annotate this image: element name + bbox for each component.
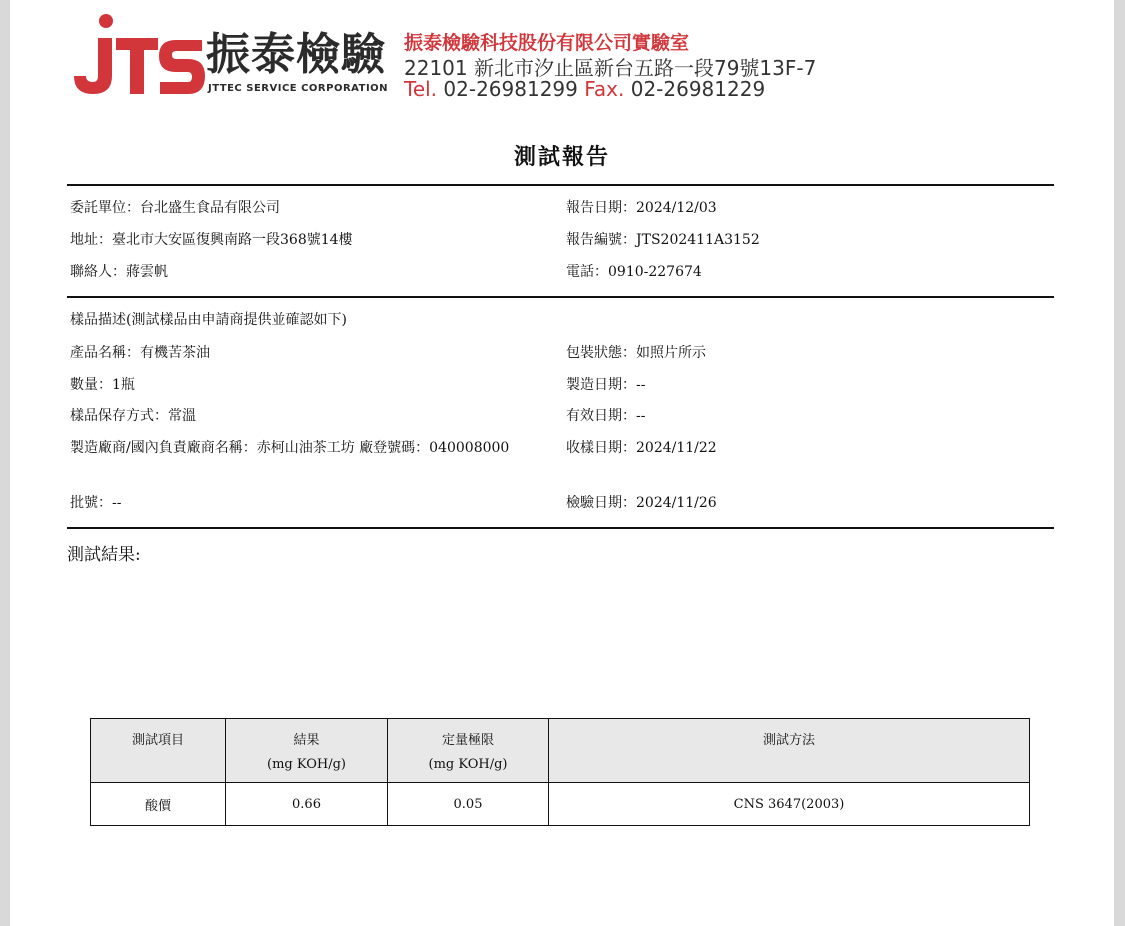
manufacture-date: 製造日期：--	[566, 377, 646, 393]
cell-loq: 0.05	[388, 783, 549, 826]
divider	[67, 296, 1054, 298]
cell-test-item: 酸價	[91, 783, 226, 826]
client-address: 地址：臺北市大安區復興南路一段368號14樓	[70, 232, 353, 248]
column-header-label: 測試方法	[762, 733, 815, 748]
client-unit: 委託單位：台北盛生食品有限公司	[70, 200, 280, 216]
client-phone: 電話：0910-227674	[566, 264, 702, 280]
jts-logo	[68, 10, 208, 98]
brand-name-cn: 振泰檢驗	[206, 29, 386, 80]
column-header-unit: (mg KOH/g)	[428, 757, 508, 772]
results-table	[90, 718, 1030, 826]
company-address: 22101 新北市汐止區新台五路一段79號13F-7	[404, 56, 817, 80]
column-header-unit: (mg KOH/g)	[267, 757, 346, 772]
cell-result: 0.66	[226, 783, 388, 826]
column-header-test-item	[91, 719, 226, 783]
quantity: 數量：1瓶	[70, 377, 135, 393]
expiry-date: 有效日期：--	[566, 408, 646, 424]
company-name: 振泰檢驗科技股份有限公司實驗室	[404, 32, 690, 54]
brand-name-en: JTTEC SERVICE CORPORATION	[208, 83, 389, 94]
product-name: 產品名稱：有機苦茶油	[70, 345, 210, 361]
storage-method: 樣品保存方式：常溫	[70, 408, 196, 424]
received-date: 收樣日期：2024/11/22	[566, 440, 717, 456]
column-header-label: 測試項目	[131, 733, 184, 748]
report-page	[10, 0, 1114, 926]
test-date: 檢驗日期：2024/11/26	[566, 495, 717, 511]
client-contact: 聯絡人：蔣雲帆	[70, 264, 168, 280]
packaging-status: 包裝狀態：如照片所示	[566, 345, 706, 361]
table-row	[91, 783, 1030, 826]
report-number: 報告編號：JTS202411A3152	[566, 232, 760, 248]
column-header-method	[549, 719, 1030, 783]
column-header-label: 結果	[293, 733, 320, 748]
sample-description: 樣品描述(測試樣品由申請商提供並確認如下)	[70, 312, 347, 328]
results-heading: 測試結果:	[67, 545, 141, 565]
report-date: 報告日期：2024/12/03	[566, 200, 717, 216]
column-header-label: 定量極限	[441, 733, 494, 748]
column-header-loq	[388, 719, 549, 783]
fax-number: 02-26981229	[630, 77, 766, 101]
fax-label: Fax.	[584, 77, 625, 101]
batch-number: 批號：--	[70, 495, 122, 511]
manufacturer: 製造廠商/國內負責廠商名稱：赤柯山油茶工坊 廠登號碼：040008000	[70, 440, 510, 456]
column-header-result	[226, 719, 388, 783]
divider	[67, 527, 1054, 529]
divider	[67, 184, 1054, 186]
table-header-row	[91, 719, 1030, 783]
report-title: 測試報告	[513, 144, 610, 170]
tel-number: 02-26981299	[443, 77, 578, 101]
tel-label: Tel.	[404, 77, 438, 101]
cell-method: CNS 3647(2003)	[549, 783, 1030, 826]
company-contact	[404, 77, 765, 101]
